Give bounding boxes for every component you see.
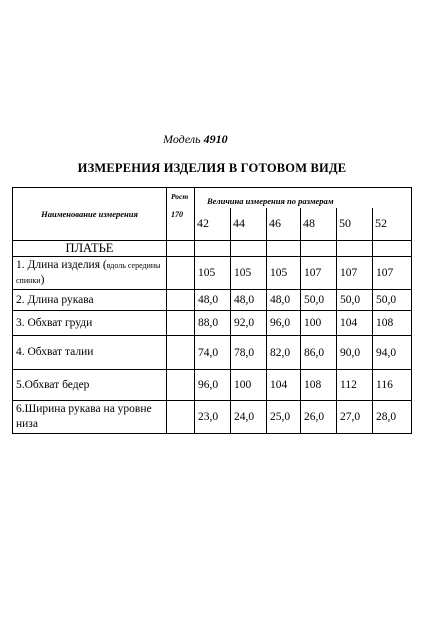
size-cell: 50 — [337, 208, 373, 241]
page-title: ИЗМЕРЕНИЯ ИЗДЕЛИЯ В ГОТОВОМ ВИДЕ — [77, 161, 347, 175]
value-cell: 74,0 — [195, 336, 231, 370]
value-cell: 86,0 — [301, 336, 337, 370]
row-label: 6.Ширина рукава на уровне низа — [13, 401, 167, 434]
row-label: 2. Длина рукава — [13, 290, 167, 311]
value-cell: 90,0 — [337, 336, 373, 370]
value-cell: 23,0 — [195, 401, 231, 434]
value-cell: 48,0 — [195, 290, 231, 311]
value-cell: 28,0 — [373, 401, 412, 434]
value-cell: 88,0 — [195, 311, 231, 336]
value-cell: 48,0 — [231, 290, 267, 311]
value-cell: 105 — [267, 257, 301, 290]
size-cell: 42 — [195, 208, 231, 241]
header-values-cell: Величина измерения по размерам — [195, 188, 412, 208]
value-cell: 48,0 — [267, 290, 301, 311]
value-cell: 25,0 — [267, 401, 301, 434]
value-cell: 82,0 — [267, 336, 301, 370]
row-label: 5.Обхват бедер — [13, 370, 167, 401]
value-cell: 107 — [337, 257, 373, 290]
value-cell: 50,0 — [373, 290, 412, 311]
rost-cell — [167, 401, 195, 434]
value-cell: 96,0 — [267, 311, 301, 336]
empty-cell — [373, 241, 412, 257]
table-row — [13, 257, 412, 290]
rost-cell — [167, 370, 195, 401]
header-rost-label: Рост — [171, 192, 189, 201]
value-cell: 78,0 — [231, 336, 267, 370]
empty-cell — [337, 241, 373, 257]
table-row — [13, 336, 412, 370]
value-cell: 116 — [373, 370, 412, 401]
value-cell: 104 — [337, 311, 373, 336]
empty-cell — [267, 241, 301, 257]
header-rost-cell — [167, 188, 195, 241]
value-cell: 105 — [195, 257, 231, 290]
row-label-main: 1. Длина изделия ( — [16, 259, 107, 271]
size-cell: 44 — [231, 208, 267, 241]
header-rost-value: 170 — [171, 210, 183, 219]
value-cell: 26,0 — [301, 401, 337, 434]
size-cell: 52 — [373, 208, 412, 241]
value-cell: 107 — [301, 257, 337, 290]
rost-cell — [167, 257, 195, 290]
rost-cell — [167, 336, 195, 370]
value-cell: 105 — [231, 257, 267, 290]
row-label: 4. Обхват талии — [13, 336, 167, 370]
empty-cell — [301, 241, 337, 257]
value-cell: 50,0 — [301, 290, 337, 311]
value-cell: 92,0 — [231, 311, 267, 336]
value-cell: 27,0 — [337, 401, 373, 434]
table-row — [13, 370, 412, 401]
value-cell: 104 — [267, 370, 301, 401]
model-label: Модель — [163, 132, 201, 146]
model-caption — [163, 132, 228, 147]
row-label-note: вдоль середины спинки — [16, 261, 161, 285]
section-row — [13, 241, 412, 257]
value-cell: 50,0 — [337, 290, 373, 311]
value-cell: 108 — [373, 311, 412, 336]
row-label: 3. Обхват груди — [13, 311, 167, 336]
empty-cell — [167, 241, 195, 257]
value-cell: 112 — [337, 370, 373, 401]
value-cell: 107 — [373, 257, 412, 290]
header-row-1 — [13, 188, 412, 208]
table-row — [13, 401, 412, 434]
value-cell: 24,0 — [231, 401, 267, 434]
table-row — [13, 290, 412, 311]
empty-cell — [231, 241, 267, 257]
row-label-close: ) — [40, 274, 45, 286]
header-name-cell: Наименование измерения — [13, 188, 167, 241]
value-cell: 94,0 — [373, 336, 412, 370]
table-row — [13, 311, 412, 336]
value-cell: 100 — [231, 370, 267, 401]
rost-cell — [167, 311, 195, 336]
value-cell: 108 — [301, 370, 337, 401]
size-cell: 46 — [267, 208, 301, 241]
section-label: ПЛАТЬЕ — [13, 241, 167, 257]
value-cell: 100 — [301, 311, 337, 336]
model-number: 4910 — [203, 132, 228, 146]
row-label — [13, 257, 167, 290]
measurements-table — [12, 187, 412, 434]
empty-cell — [195, 241, 231, 257]
size-cell: 48 — [301, 208, 337, 241]
rost-cell — [167, 290, 195, 311]
value-cell: 96,0 — [195, 370, 231, 401]
